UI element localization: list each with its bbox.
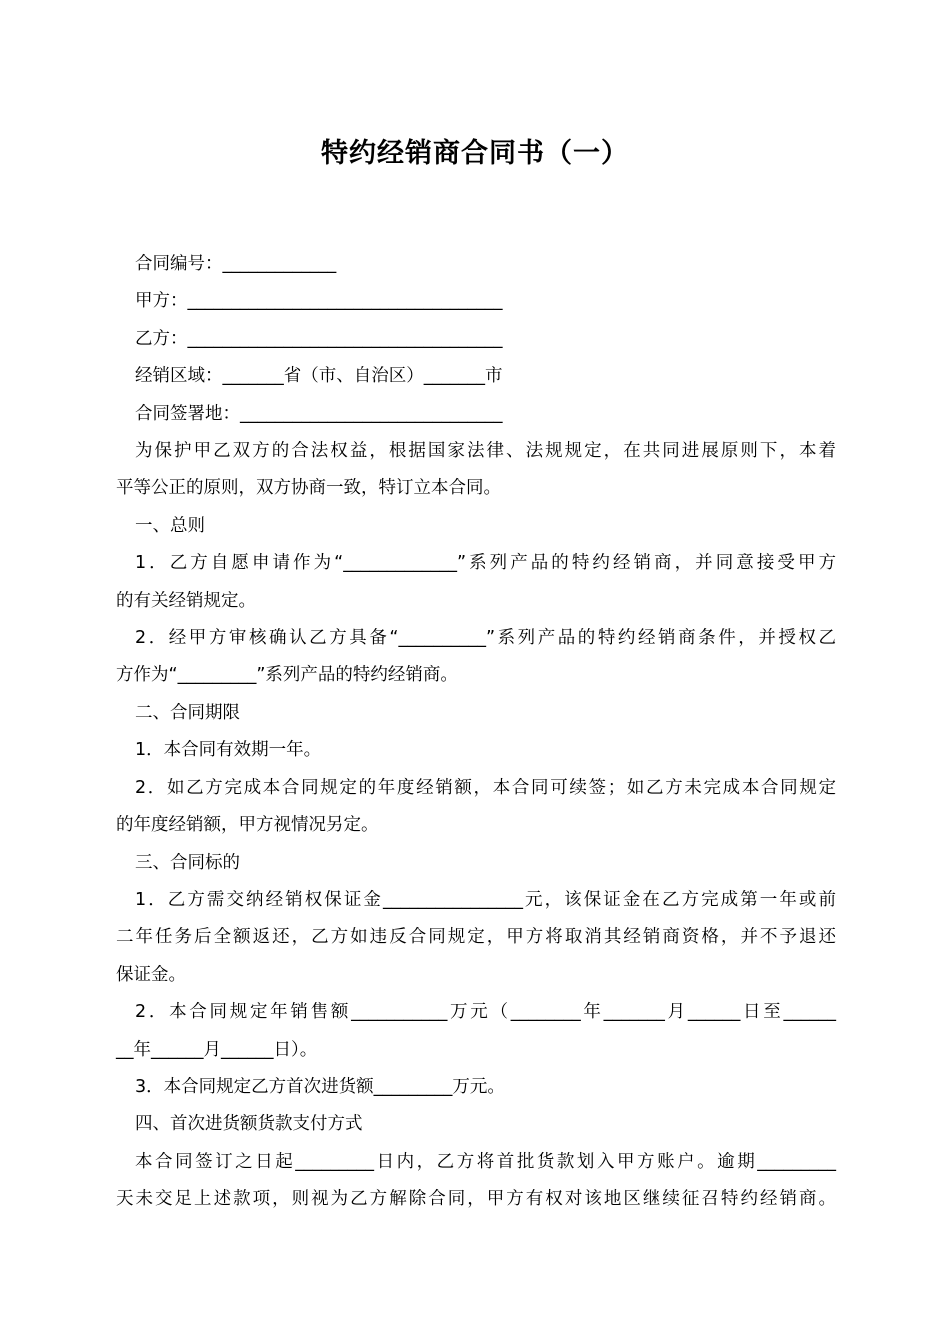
- clause-line: 保证金。: [116, 964, 186, 985]
- document-title: 特约经销商合同书（一）: [321, 138, 629, 169]
- clause-line: 1．乙方需交纳经销权保证金________________元，该保证金在乙方完成第一年或前: [135, 889, 836, 910]
- clause-line: 二年任务后全额返还，乙方如违反合同规定，甲方将取消其经销商资格，并不予退还: [116, 927, 836, 948]
- section-heading-general: 一、总则: [135, 515, 205, 536]
- signing-place-line: 合同签署地：______________________________: [135, 403, 503, 424]
- clause-line: 1．本合同有效期一年。: [135, 740, 322, 761]
- clause-line: 的年度经销额，甲方视情况另定。: [116, 815, 379, 836]
- clause-line: 2．本合同规定年销售额___________万元（________年_______月______日至______: [135, 1002, 836, 1023]
- section-heading-term: 二、合同期限: [135, 702, 240, 723]
- clause-line: 的有关经销规定。: [116, 590, 256, 611]
- clause-line: 2．经甲方审核确认乙方具备“__________”系列产品的特约经销商条件，并授权乙: [135, 628, 836, 649]
- clause-line: 天未交足上述款项，则视为乙方解除合同，甲方有权对该地区继续征召特约经销商。: [116, 1189, 836, 1210]
- party-b-line: 乙方：____________________________________: [135, 328, 503, 349]
- contract-number-line: 合同编号：_____________: [135, 254, 337, 274]
- preamble-line-1: 为保护甲乙双方的合法权益，根据国家法律、法规规定，在共同进展原则下，本着: [135, 441, 836, 462]
- clause-line: 本合同签订之日起_________日内，乙方将首批货款划入甲方账户。逾期_________: [135, 1151, 836, 1172]
- preamble-line-2: 平等公正的原则，双方协商一致，特订立本合同。: [116, 478, 501, 499]
- clause-line: 3．本合同规定乙方首次进货额_________万元。: [135, 1076, 505, 1097]
- document-body: [116, 246, 836, 1219]
- section-heading-payment: 四、首次进货额货款支付方式: [135, 1114, 363, 1135]
- clause-line: 方作为“_________”系列产品的特约经销商。: [116, 665, 458, 686]
- section-heading-subject: 三、合同标的: [135, 852, 240, 873]
- party-a-line: 甲方：____________________________________: [135, 291, 503, 312]
- clause-line: 2．如乙方完成本合同规定的年度经销额，本合同可续签；如乙方未完成本合同规定: [135, 777, 836, 798]
- sales-region-line: 经销区域：_______省（市、自治区）_______市: [135, 366, 503, 387]
- clause-line: 1．乙方自愿申请作为“_____________”系列产品的特约经销商，并同意接受甲方: [135, 553, 836, 574]
- clause-line: __年______月______日）。: [116, 1039, 318, 1060]
